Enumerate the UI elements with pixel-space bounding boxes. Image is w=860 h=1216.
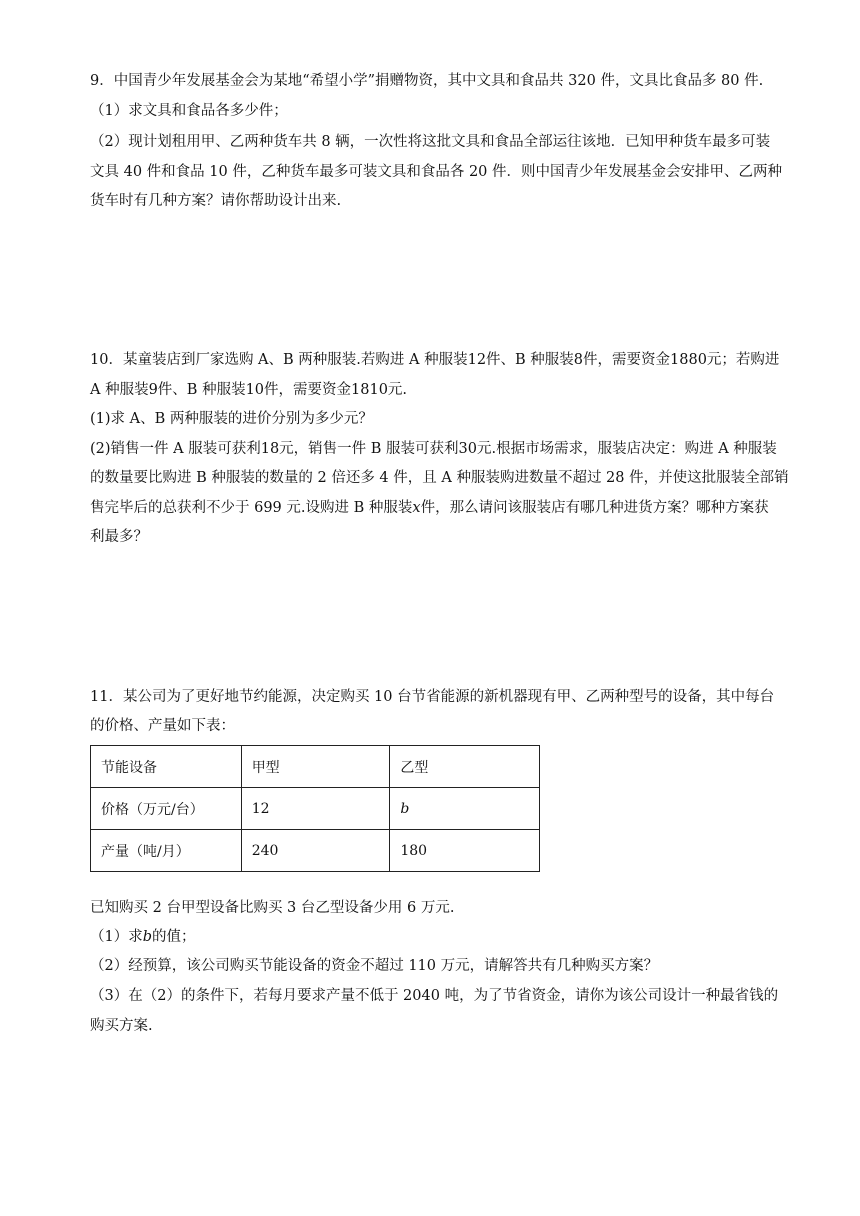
table-row-price — [91, 788, 540, 830]
table-cell: 240 — [241, 830, 390, 872]
table-header-cell: 乙型 — [390, 746, 540, 788]
q10-stem-line2: A 种服装9件、B 种服装10件，需要资金1810元. — [90, 382, 408, 398]
table-header-row — [91, 746, 540, 788]
q11-given-line: 已知购买 2 台甲型设备比购买 3 台乙型设备少用 6 万元. — [90, 900, 455, 916]
q9-part2-line1: （2）现计划租用甲、乙两种货车共 8 辆，一次性将这批文具和食品全部运往该地．已知甲种货车最多可装 — [90, 134, 771, 150]
q10-part2-line2: 的数量要比购进 B 种服装的数量的 2 倍还多 4 件，且 A 种服装购进数量不超过 28 件，并使这批服装全部销 — [90, 470, 789, 486]
q10-stem-line1: 10．某童装店到厂家选购 A、B 两种服装.若购进 A 种服装12件、B 种服装8件，需要资金1880元；若购进 — [90, 352, 780, 368]
q11-part1 — [90, 927, 790, 947]
q10-part2-line3 — [90, 498, 790, 518]
q10-part2-line3-a: 售完毕后的总获利不少于 699 元.设购进 B 种服装 — [90, 500, 413, 516]
q10-part2-line4: 利最多？ — [90, 529, 148, 545]
q11-part3-line2: 购买方案. — [90, 1018, 153, 1034]
table-cell: 180 — [390, 830, 540, 872]
q10-part1: (1)求 A、B 两种服装的进价分别为多少元？ — [90, 411, 373, 427]
table-row-output — [91, 830, 540, 872]
q11-part2: （2）经预算，该公司购买节能设备的资金不超过 110 万元，请解答共有几种购买方案？ — [90, 958, 659, 974]
q10-part2-line3-b: 件，那么请问该服装店有哪几种进货方案？哪种方案获 — [420, 500, 769, 516]
q9-part1: （1）求文具和食品各多少件； — [90, 103, 288, 119]
q11-part1-a: （1）求 — [90, 929, 143, 945]
q11-variable-b: b — [142, 929, 153, 945]
q11-part1-b: 的值； — [152, 929, 196, 945]
q11-part3-line1: （3）在（2）的条件下，若每月要求产量不低于 2040 吨，为了节省资金，请你为该公司设计一种最省钱的 — [90, 988, 779, 1004]
q9-part2-line2: 文具 40 件和食品 10 件，乙种货车最多可装文具和食品各 20 件．则中国青少年发展基金会安排甲、乙两种 — [90, 164, 783, 180]
table-header-cell: 甲型 — [241, 746, 390, 788]
table-cell: 12 — [241, 788, 390, 830]
q9-part2-line3: 货车时有几种方案？请你帮助设计出来. — [90, 193, 342, 209]
table-cell: 产量（吨/月） — [91, 830, 242, 872]
q11-stem-line2: 的价格、产量如下表： — [90, 718, 235, 734]
table-cell: 价格（万元/台） — [91, 788, 242, 830]
q10-part2-line1: (2)销售一件 A 服装可获利18元，销售一件 B 服装可获利30元.根据市场需求，服装店决定：购进 A 种服装 — [90, 441, 777, 457]
table-cell: b — [390, 788, 540, 830]
q11-stem-line1: 11．某公司为了更好地节约能源，决定购买 10 台节省能源的新机器现有甲、乙两种型号的设备，其中每台 — [90, 689, 775, 705]
q10-variable-x: x — [412, 500, 421, 516]
equipment-table — [90, 745, 540, 872]
table-header-cell: 节能设备 — [91, 746, 242, 788]
q9-stem-line: 9．中国青少年发展基金会为某地“希望小学”捐赠物资，其中文具和食品共 320 件，文具比食品多 80 件. — [90, 73, 764, 89]
